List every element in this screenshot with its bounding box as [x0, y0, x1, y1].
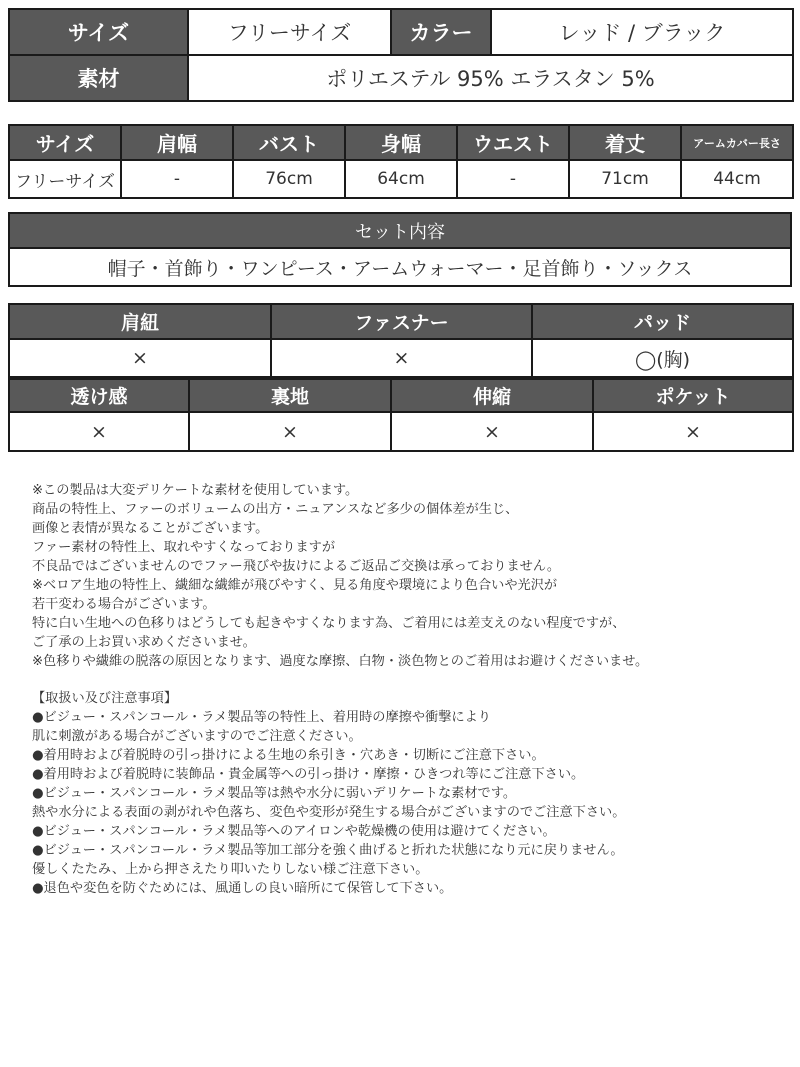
- color-value: レッド / ブラック: [491, 9, 793, 55]
- features-1-values: [9, 339, 793, 377]
- header-pad: パッド: [532, 304, 793, 339]
- care-line: ●ビジュー・スパンコール・ラメ製品等は熱や水分に弱いデリケートな素材です。: [32, 786, 517, 801]
- header-stretch: 伸縮: [391, 379, 593, 412]
- set-contents-value-row: [9, 248, 791, 286]
- header-size: サイズ: [9, 125, 121, 160]
- note-line: 商品の特性上、ファーのボリュームの出方・ニュアンスなど多少の個体差が生じ、: [32, 502, 519, 517]
- cell-waist: -: [457, 160, 569, 198]
- size-table: [8, 124, 794, 199]
- care-line: ●ビジュー・スパンコール・ラメ製品等へのアイロンや乾燥機の使用は避けてください。: [32, 824, 556, 839]
- header-shoulder-strap: 肩紐: [9, 304, 271, 339]
- features-2-header: [9, 379, 793, 412]
- care-title: 【取扱い及び注意事項】: [32, 691, 178, 706]
- note-line: ※ベロア生地の特性上、繊細な繊維が飛びやすく、見る角度や環境により色合いや光沢が: [32, 578, 558, 593]
- cell-arm-cover-length: 44cm: [681, 160, 793, 198]
- features-table-1: [8, 303, 794, 378]
- header-lining: 裏地: [189, 379, 391, 412]
- header-waist: ウエスト: [457, 125, 569, 160]
- care-line: ●ビジュー・スパンコール・ラメ製品等の特性上、着用時の摩擦や衝撃により: [32, 710, 491, 725]
- features-table-2: [8, 378, 794, 452]
- header-sheerness: 透け感: [9, 379, 189, 412]
- note-line: ※この製品は大変デリケートな素材を使用しています。: [32, 483, 359, 498]
- cell-bust: 76cm: [233, 160, 345, 198]
- care-line: ●着用時および着脱時に装飾品・貴金属等への引っ掛け・摩擦・ひきつれ等にご注意下さい。: [32, 767, 585, 782]
- table-row: [9, 160, 793, 198]
- value-lining: ×: [189, 412, 391, 451]
- features-1-header: [9, 304, 793, 339]
- spec-row-material: [9, 55, 793, 101]
- note-line: 画像と表情が異なることがございます。: [32, 521, 269, 536]
- care-line: 肌に刺激がある場合がございますのでご注意ください。: [32, 729, 362, 744]
- value-zipper: ×: [271, 339, 532, 377]
- size-table-header: [9, 125, 793, 160]
- set-contents-value: 帽子・首飾り・ワンピース・アームウォーマー・足首飾り・ソックス: [9, 248, 791, 286]
- material-value: ポリエステル 95% エラスタン 5%: [188, 55, 793, 101]
- header-body-width: 身幅: [345, 125, 457, 160]
- cell-body-width: 64cm: [345, 160, 457, 198]
- set-contents-header: セット内容: [9, 213, 791, 248]
- set-contents-table: [8, 212, 792, 287]
- size-label: サイズ: [9, 9, 188, 55]
- value-pocket: ×: [593, 412, 793, 451]
- set-contents-header-row: [9, 213, 791, 248]
- color-label: カラー: [391, 9, 491, 55]
- spec-row-size-color: [9, 9, 793, 55]
- value-sheerness: ×: [9, 412, 189, 451]
- cell-shoulder-width: -: [121, 160, 233, 198]
- header-shoulder-width: 肩幅: [121, 125, 233, 160]
- care-line: 優しくたたみ、上から押さえたり叩いたりしない様ご注意下さい。: [32, 862, 429, 877]
- note-line: 若干変わる場合がございます。: [32, 597, 216, 612]
- note-line: ファー素材の特性上、取れやすくなっておりますが: [32, 540, 336, 555]
- value-stretch: ×: [391, 412, 593, 451]
- care-line: 熱や水分による表面の剥がれや色落ち、変色や変形が発生する場合がございますのでご注意下さい。: [32, 805, 626, 820]
- features-2-values: [9, 412, 793, 451]
- cell-size: フリーサイズ: [9, 160, 121, 198]
- header-zipper: ファスナー: [271, 304, 532, 339]
- spec-table: [8, 8, 794, 102]
- size-value: フリーサイズ: [188, 9, 391, 55]
- header-length: 着丈: [569, 125, 681, 160]
- note-line: 不良品ではございませんのでファー飛びや抜けによるご返品ご交換は承っておりません。: [32, 559, 561, 574]
- cell-length: 71cm: [569, 160, 681, 198]
- value-pad: ◯(胸): [532, 339, 793, 377]
- value-shoulder-strap: ×: [9, 339, 271, 377]
- header-arm-cover-length: アームカバー長さ: [681, 125, 793, 160]
- care-line: ●退色や変色を防ぐためには、風通しの良い暗所にて保管して下さい。: [32, 881, 453, 896]
- note-line: ご了承の上お買い求めくださいませ。: [32, 635, 256, 650]
- product-notes: [32, 481, 648, 671]
- care-line: ●ビジュー・スパンコール・ラメ製品等加工部分を強く曲げると折れた状態になり元に戻りません。: [32, 843, 624, 858]
- care-line: ●着用時および着脱時の引っ掛けによる生地の糸引き・穴あき・切断にご注意下さい。: [32, 748, 545, 763]
- care-instructions: [32, 689, 625, 898]
- note-line: 特に白い生地への色移りはどうしても起きやすくなります為、ご着用には差支えのない程度ですが、: [32, 616, 626, 631]
- header-pocket: ポケット: [593, 379, 793, 412]
- header-bust: バスト: [233, 125, 345, 160]
- material-label: 素材: [9, 55, 188, 101]
- note-line: ※色移りや繊維の脱落の原因となります、過度な摩擦、白物・淡色物とのご着用はお避けくださいませ。: [32, 654, 649, 669]
